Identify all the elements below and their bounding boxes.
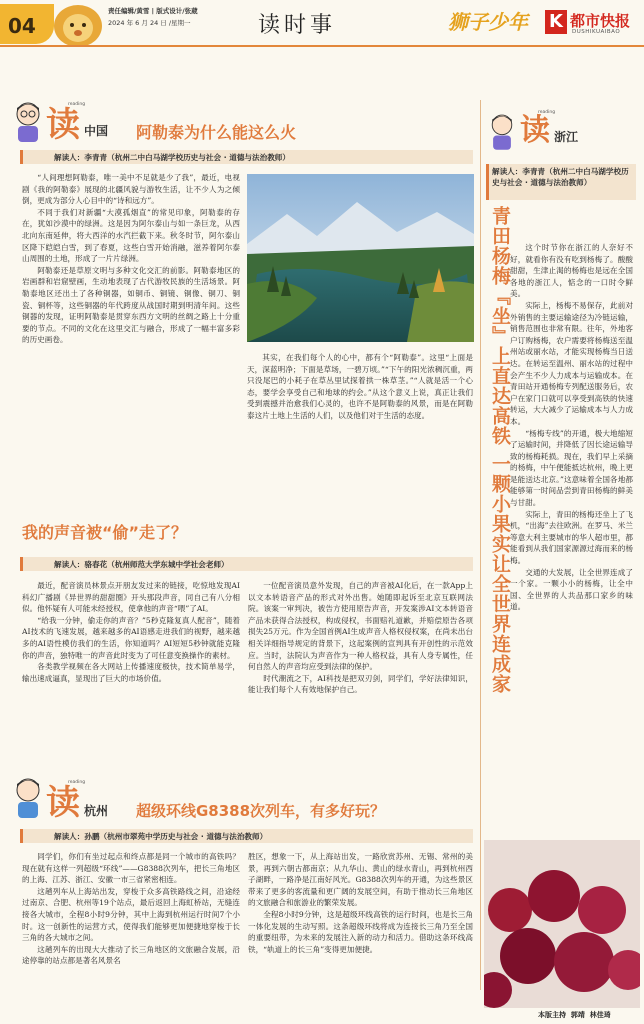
article1-para: 阿勒泰还是草原文明与多种文化交汇的前影。阿勒泰地区的岩画群和岩窟壁画，生动地表现了古代游牧民族的生活场景。阿勒泰地区还出土了各种铜器，如铜币、铜镜、铜像、铜刀、铜瓷、铜杯等，这些铜器的年代跨度从战国时期到明清年间。这些铜器的发现，证明阿勒泰是贯穿东西方文明的丝绸之路上十分重要的节点。不同的文化在这里交汇与融合，形成了一幅丰富多彩的历史画卷。 [22,265,240,345]
logo-sub: DUSHIKUAIBAO [572,29,621,35]
article1-para: “人间理想阿勒泰，唯一美中不足就是少了我”，最近，电视剧《我的阿勒泰》展现的北疆风貌与游牧生活，让不少人为之倾倒，更成为部分人心目中的“诗和远方”。 [22,173,240,206]
article2-para: 最近，配音演员林景点开朋友发过来的链接，吃惊地发现AI科幻广播剧《异世界的甜甜圈》开头那段声音，同自己有八分相似。他怀疑有人可能未经授权，使拿他的声音“喂”了AI。 [22,581,240,614]
article2-para: 一位配音演员意外发现，自己的声音被AI化后，在一款App上以文本转语音产品的形式对外出售。她随即起诉至北京互联网法院。该案一审判决，被告方使用原告声音，开发案涉AI文本转语音产品未获得合法授权，构成侵权，书面赔礼道歉，并赔偿原告各项损失25万元。作为全国首例AI生成声音人格权侵权案，在尚未出台相关详细指导规定的背景下，这起案例的宣判具有开创性的示范效应。当时，法院认为声音作为一种人格权益，具有人身专属性，任何自然人的声音均应受到法律的保护。 [248,581,473,672]
section-title: 读时事 [258,13,337,38]
article3-para: 这趟列车从上海站出发，穿梭于众多高铁路线之间，沿途经过南京、合肥、杭州等19个站点，最后返回上海虹桥站，无缝连接各大城市，全程8小时9分钟，其中上海到杭州运行时间7个小时。这一创新性的运营方式，使得我们能够更加便捷地穿梭于长三角的各大城市之间。 [22,886,240,943]
article3-para: 胜区，想象一下，从上海站出发，一路欣赏苏州、无锡、常州的美景，再到六朝古都南京；从九华山、黄山的绿水青山，再到杭州西子湖畔，一路净是江南好风光。G8388次列车的开通，为这些景区带来了更多的客流量和更广阔的发展空间，有助于推动长三角地区的文旅融合和旅游业的繁荣发展。 [248,852,473,908]
article2-col2 [248,580,473,696]
article1-para: 不同于我们对新疆“大漠孤烟直”的常见印象，阿勒泰的存在，犹如沙漠中的绿洲。这是因为阿尔泰山与如一条巨龙，从西北向东南延伸，将大西洋的水汽拦截下来。秋冬时节，阿尔泰山区降下皑皑白雪，到了春夏，这些白雪开始消融，滋养着阿尔泰山周围的土地，形成了一片片绿洲。 [22,207,240,264]
article3-title: 超级环线G8388次列车，有多好玩？ [136,802,386,820]
article1-title: 阿勒泰为什么能这么火 [136,123,297,142]
article4-para: 交通的大发展，让全世界连成了一个家。一颗小小的杨梅，让全中国、全世界的人共品那口家乡的味道。 [510,567,633,612]
place-label-3: 杭州 [84,804,109,818]
article3-para: 全程8小时9分钟，这是超级环线高铁的运行时间，也是长三角一体化发展的生动写照。这条超级环线将成为连接长三角乃至全国的重要纽带，为未来的发展注入新的动力和活力。借助这条环线高铁，“轨道上的长三角”变得更加便捷。 [248,909,473,954]
reading-tag-4: reading [538,110,556,115]
article2-col1 [22,580,240,684]
article3-col2 [248,851,473,955]
footer-credit: 本版主持 郭靖 林佳琦 [538,1011,611,1019]
lion-mascot-icon [50,2,106,48]
article3-para: 同学们，你们有坐过起点和终点都是同一个城市的高铁吗？现在就有这样一列超级“环线”——G8388次列车，把长三角地区的上海、江苏、浙江、安徽一市三省紧密相连。 [22,852,240,885]
article3-para: 这趟列车的出现大大推动了长三角地区的文旅融合发展，沿途停靠的站点都是著名风景名 [22,944,240,966]
reader-line-2: 解读人：骆春花（杭州师范大学东城中学社会老师） [54,560,229,569]
reader-line-4: 解读人：李青青（杭州二中白马湖学校历史与社会 · 道德与法治教师） [492,167,629,187]
place-label-4: 浙江 [554,130,579,144]
reader-line-1: 解读人：李青青（杭州二中白马湖学校历史与社会 · 道德与法治教师） [54,153,290,162]
article4-para: 这个时节你在浙江的人奈好不好，就看你有没有吃到杨梅了。酸酸甜甜，生津止渴的杨梅也是远在全国各地的浙江人，惦念的一口时令鲜美。 [510,243,633,299]
avatar-teacher-3 [10,776,46,820]
page-number: 04 [8,14,36,38]
brand-script: 狮子少年 [448,10,528,34]
avatar-teacher-4 [486,112,518,152]
article4-para: 实际上，青田的杨梅还坐上了飞机，“出海”去往欧洲。在罗马、米兰等意大利主要城市的华人超市里，都能看到从我们国家源源过海而来的杨梅。 [510,509,633,566]
article4-para: “杨梅专线”的开通，极大地缩短了运输时间，并降低了因长途运输导致的杨梅耗损。现在，我们早上采摘的杨梅，中午便能抵达杭州，晚上更是能送达北京。”这意味着全国各地都能够第一时间品尝到青田杨梅的鲜美与甘甜。 [510,428,633,508]
du-char-1: 读 [46,105,80,145]
article4-para: 实际上，杨梅不易保存，此前对外销售的主要运输途径为冷链运输，销售范围也非常有限。往年，外地客户订购杨梅，农户需要将杨梅送至温州站或丽水站，才能实现杨梅当日送达。在转运至温州、丽水站的过程中会产生不少人力成本与运输成本。在青田站开通杨梅专列配送服务后，农户在家门口就可以享受到高铁的快速转运，大大减少了运输成本与人力成本。 [510,300,633,426]
du-char-4: 读 [520,113,550,148]
logo-main: 都市快报 [570,12,631,30]
reader-line-3: 解读人：孙鹏（杭州市翠苑中学历史与社会 · 道德与法治教师） [54,832,268,841]
vertical-title: 青田杨梅『坐』上直达高铁 一颗小果实让全世界连成家 [489,206,511,694]
editor-line: 责任编辑/黄雪 | 版式设计/张葳 [108,7,198,15]
article3-col1 [22,851,240,967]
reading-tag-3: reading [68,780,86,785]
date-line: 2024 年 6 月 24 日 /星期一 [108,19,191,27]
altay-landscape-photo [247,174,474,342]
place-label-1: 中国 [84,124,109,138]
page-header [0,0,644,46]
header-divider [0,45,644,47]
article1-para: 其实，在我们每个人的心中，都有个“阿勒泰”。这里“上面是天，深蓝明净；下面是草场，一碧万顷。”“下午的阳光浓稠沉重，两只没尾巴的小耗子在草丛里试探着拱一株草茎。”“人就是活一个心态，要学会享受自己和地球的约会。”从这个意义上说，真正让我们受到震撼并治愈我们心灵的，也许不是阿勒泰的风景，而是在阿勒泰这片土地上生活的人们，以及他们对于生活的态度。 [247,353,473,420]
logo-k-icon: K [545,10,567,34]
article2-para: 各类教学视频在各大网站上传播速度极快，技术简单易学，输出速成逼真，显现出了巨大的市场价值。 [22,662,240,683]
article4-body [510,242,633,613]
article2-para: “给我一分钟，偷走你的声音？”5秒克隆复真人配音”，随着AI技术的飞速发展，越来越多的AI语感走进我们的视野，越来越多的AI语性模仿我们的生活，你知道吗？AI短短5秒钟就能克隆你的声音，独特唯一的声音此时变为了可任意变换操作的素材。 [22,615,240,660]
article1-col1 [22,172,240,346]
du-char-3: 读 [46,783,80,823]
article2-title: 我的声音被“偷”走了？ [22,523,188,542]
article2-para: 时代潮流之下，AI科技是把双刃剑，同学们，学好法律知识，能让我们每个人有效地保护自己。 [248,673,473,695]
avatar-teacher-1 [10,100,46,144]
article1-col2 [247,352,473,422]
reading-tag-1: reading [68,102,86,107]
bayberry-photo [484,840,640,1008]
